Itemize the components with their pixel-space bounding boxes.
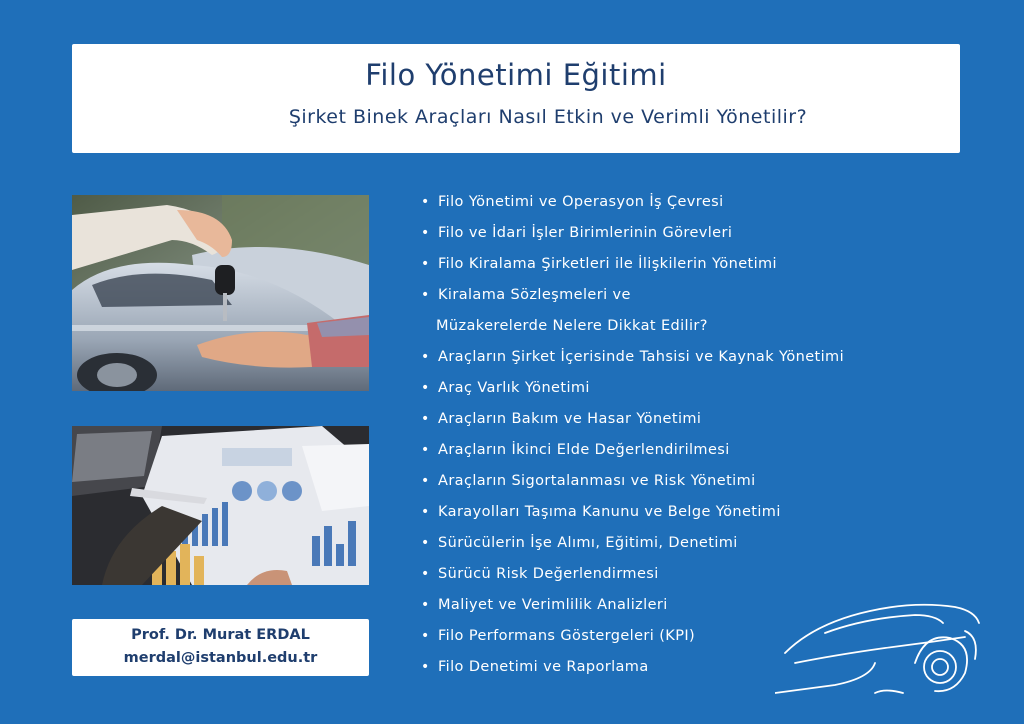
bullet-icon: • (421, 535, 430, 551)
title-banner (72, 44, 960, 153)
list-item: • Sürücülerin İşe Alımı, Eğitimi, Denetimi (421, 532, 981, 563)
car-key-handover-photo (72, 195, 369, 391)
list-item: • Karayolları Taşıma Kanunu ve Belge Yönetimi (421, 501, 981, 532)
list-item: • Kiralama Sözleşmeleri ve Müzakerelerde Nelere Dikkat Edilir? (421, 284, 981, 346)
bullet-icon: • (421, 442, 430, 458)
bullet-icon: • (421, 659, 430, 675)
author-card (72, 619, 369, 676)
bullet-icon: • (421, 628, 430, 644)
list-item: • Filo Performans Göstergeleri (KPI) (421, 625, 981, 656)
bullet-icon: • (421, 256, 430, 272)
car-outline-icon (775, 593, 983, 703)
list-item: • Maliyet ve Verimlilik Analizleri (421, 594, 981, 625)
bullet-icon: • (421, 225, 430, 241)
bullet-icon: • (421, 473, 430, 489)
list-item: • Araçların İkinci Elde Değerlendirilmesi (421, 439, 981, 470)
bullet-icon: • (421, 504, 430, 520)
list-item: • Araçların Bakım ve Hasar Yönetimi (421, 408, 981, 439)
bullet-icon: • (421, 380, 430, 396)
bullet-icon: • (421, 287, 430, 303)
page-subtitle: Şirket Binek Araçları Nasıl Etkin ve Verimli Yönetilir? (288, 106, 808, 128)
bullet-icon: • (421, 349, 430, 365)
author-name: Prof. Dr. Murat ERDAL (131, 627, 310, 643)
list-item: • Filo Yönetimi ve Operasyon İş Çevresi (421, 191, 981, 222)
bullet-icon: • (421, 566, 430, 582)
bullet-icon: • (421, 597, 430, 613)
list-item: • Araç Varlık Yönetimi (421, 377, 981, 408)
list-item: • Araçların Şirket İçerisinde Tahsisi ve Kaynak Yönetimi (421, 346, 981, 377)
bullet-icon: • (421, 411, 430, 427)
bullet-icon: • (421, 194, 430, 210)
page-title: Filo Yönetimi Eğitimi (365, 58, 667, 92)
business-charts-photo (72, 426, 369, 585)
list-item: • Sürücü Risk Değerlendirmesi (421, 563, 981, 594)
list-item: • Filo ve İdari İşler Birimlerinin Görevleri (421, 222, 981, 253)
author-email: merdal@istanbul.edu.tr (123, 650, 318, 666)
list-item: • Filo Denetimi ve Raporlama (421, 656, 981, 687)
list-item: • Filo Kiralama Şirketleri ile İlişkilerin Yönetimi (421, 253, 981, 284)
list-item: • Araçların Sigortalanması ve Risk Yönetimi (421, 470, 981, 501)
